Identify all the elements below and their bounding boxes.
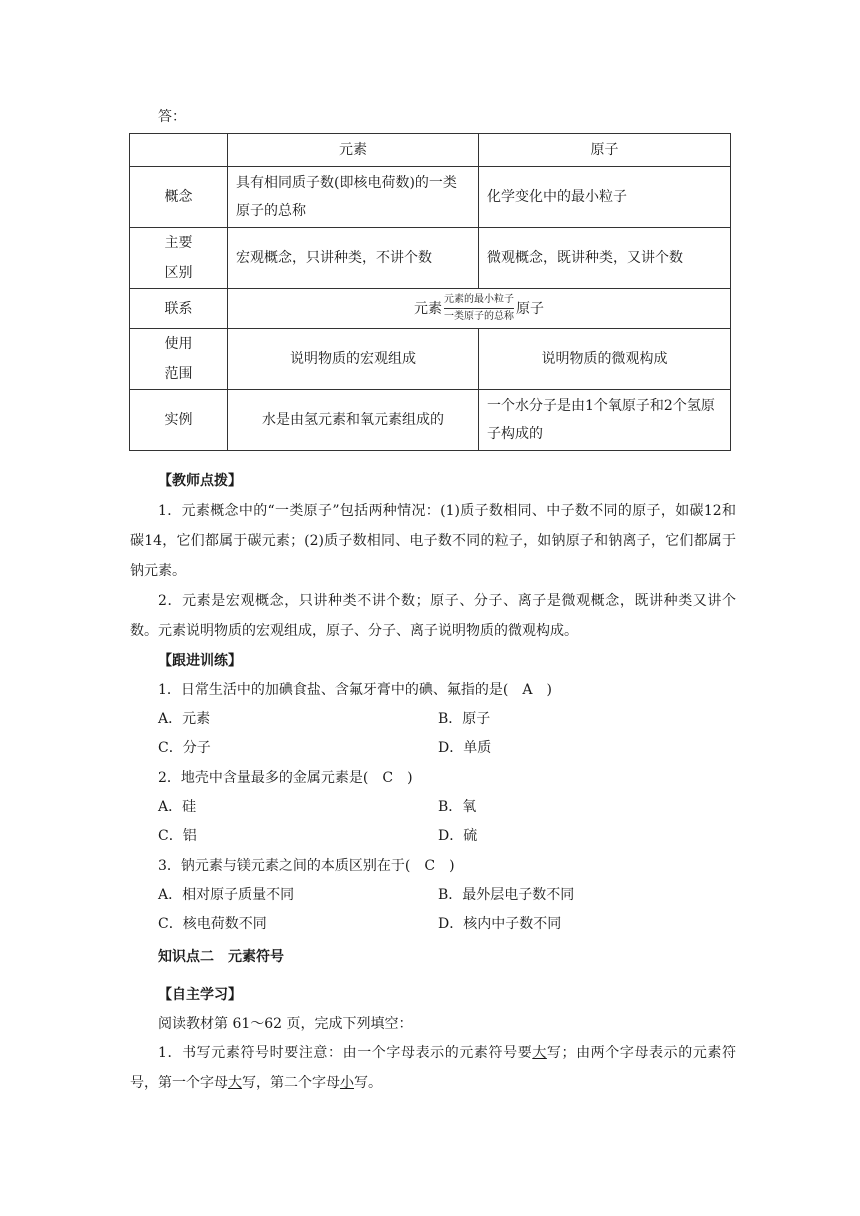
- option: A．相对原子质量不同: [158, 887, 295, 903]
- option: A．元素: [158, 711, 211, 727]
- atom-cell: 微观概念，既讲种类，又讲个数: [479, 228, 731, 289]
- section-heading: 知识点二 元素符号: [158, 949, 284, 965]
- table-row: [130, 390, 731, 451]
- relation-left: 元素: [414, 300, 442, 317]
- relation-line: [444, 308, 514, 309]
- fill-text: 1．书写元素符号时要注意：由一个字母表示的元素符号要: [158, 1045, 533, 1061]
- atom-cell: 一个水分子是由1个氧原子和2个氢原子构成的: [479, 390, 731, 451]
- table-header-cell: 原子: [479, 134, 731, 167]
- option: D．硫: [438, 828, 478, 844]
- teacher-point-2: 2．元素是宏观概念，只讲种类不讲个数；原子、分子、离子是微观概念，既讲种类又讲个数。元素说明物质的宏观组成，原子、分子、离子说明物质的微观构成。: [130, 593, 736, 639]
- practice-heading: 【跟进训练】: [158, 653, 242, 669]
- element-cell: 水是由氢元素和氧元素组成的: [228, 390, 479, 451]
- fill-answer: 大: [228, 1075, 242, 1091]
- option: D．核内中子数不同: [438, 916, 562, 932]
- option: B．最外层电子数不同: [438, 887, 575, 903]
- option: D．单质: [438, 740, 492, 756]
- table-header-row: [130, 134, 731, 167]
- relation-top: 元素的最小粒子: [444, 294, 514, 305]
- element-cell: 宏观概念，只讲种类，不讲个数: [228, 228, 479, 289]
- row-label: 实例: [130, 390, 228, 451]
- table-header-cell: 元素: [228, 134, 479, 167]
- fill-text: 写。: [354, 1075, 382, 1091]
- element-cell: 具有相同质子数(即核电荷数)的一类原子的总称: [228, 167, 479, 228]
- table-row: [130, 228, 731, 289]
- answer-label: 答：: [158, 109, 186, 125]
- comparison-table: [129, 133, 731, 451]
- table-row: [130, 329, 731, 390]
- relation-bottom: 一类原子的总称: [444, 311, 514, 322]
- option: C．核电荷数不同: [158, 916, 267, 932]
- row-label: 主要区别: [130, 228, 228, 289]
- table-header-cell: [130, 134, 228, 167]
- fill-text: 写；由两个字母表示的元素符号，第一个字母: [130, 1045, 737, 1091]
- self-study-heading: 【自主学习】: [158, 987, 242, 1003]
- option: B．氧: [438, 799, 477, 815]
- question-1: 1．日常生活中的加碘食盐、含氟牙膏中的碘、氟指的是( A ): [158, 682, 552, 698]
- fill-text: 写，第二个字母: [242, 1075, 340, 1091]
- option: C．铝: [158, 828, 197, 844]
- table-row: [130, 167, 731, 228]
- relation-cell: [228, 289, 731, 329]
- relation-right: 原子: [516, 300, 544, 317]
- option: B．原子: [438, 711, 491, 727]
- fill-answer: 小: [340, 1075, 354, 1091]
- question-3: 3．钠元素与镁元素之间的本质区别在于( C ): [158, 858, 455, 874]
- row-label: 联系: [130, 289, 228, 329]
- question-2: 2．地壳中含量最多的金属元素是( C ): [158, 770, 413, 786]
- row-label: 概念: [130, 167, 228, 228]
- fill-answer: 大: [532, 1045, 547, 1061]
- table-row: [130, 289, 731, 329]
- relation-arrow: [444, 293, 514, 324]
- atom-cell: 化学变化中的最小粒子: [479, 167, 731, 228]
- option: A．硅: [158, 799, 197, 815]
- row-label: 使用范围: [130, 329, 228, 390]
- reading-instruction: 阅读教材第 61～62 页，完成下列填空：: [158, 1016, 413, 1032]
- atom-cell: 说明物质的微观构成: [479, 329, 731, 390]
- teacher-point-1: 1．元素概念中的“一类原子”包括两种情况：(1)质子数相同、中子数不同的原子，如碳12和碳14，它们都属于碳元素；(2)质子数相同、电子数不同的粒子，如钠原子和钠离子，它们都属于钠元素。: [130, 503, 736, 579]
- teacher-heading: 【教师点拨】: [158, 473, 242, 489]
- relation-expression: [414, 293, 544, 324]
- fill-in-paragraph: [130, 1038, 736, 1098]
- option: C．分子: [158, 740, 211, 756]
- element-cell: 说明物质的宏观组成: [228, 329, 479, 390]
